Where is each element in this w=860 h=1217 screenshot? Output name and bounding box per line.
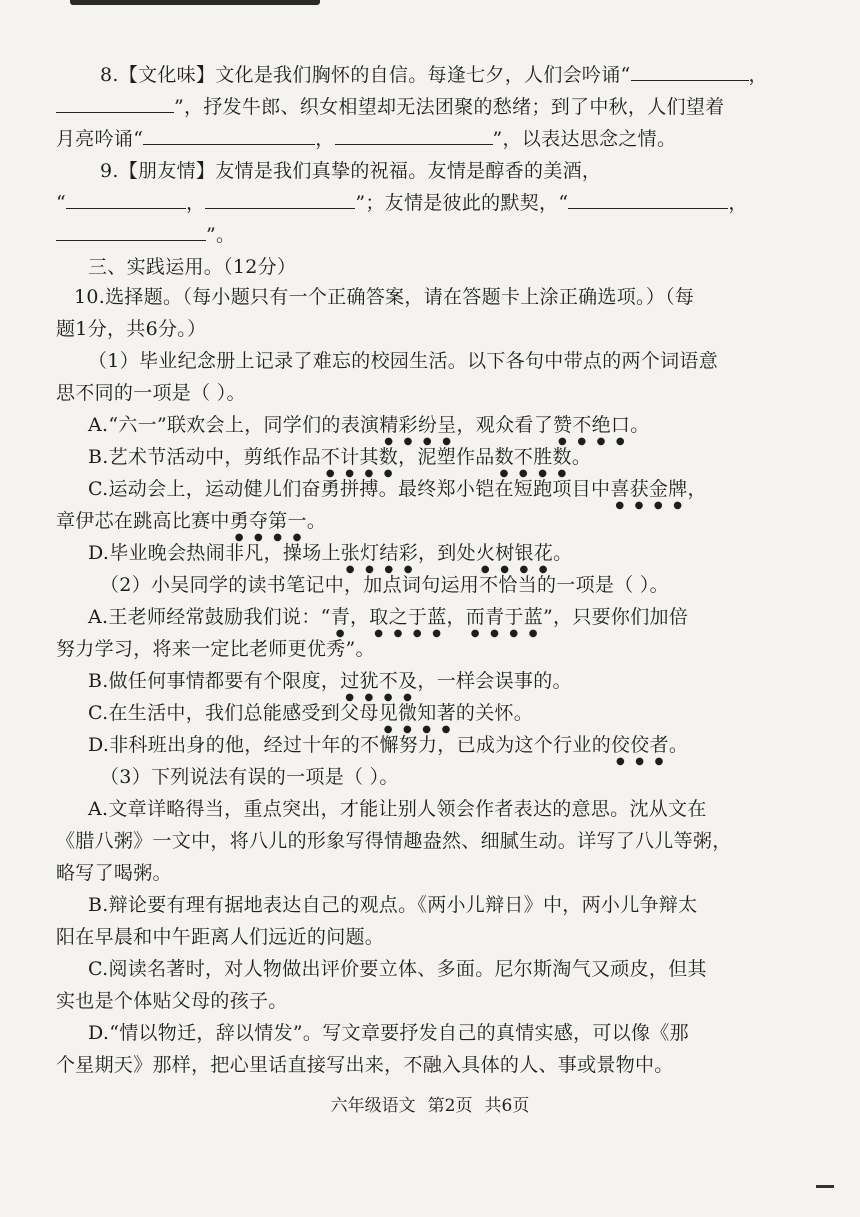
q8-text: 月亮吟诵“ [56,128,144,150]
sq1-option-b[interactable] [88,444,591,479]
answer-blank[interactable] [66,190,186,209]
dotted-phrase: 青，取之于蓝，而青于蓝 [330,606,543,628]
punct: ， [748,64,768,86]
dotted-word: 赞不绝口 [553,414,631,436]
q10-instruction: 10.选择题。（每小题只有一个正确答案，请在答题卡上涂正确选项。）（每 [74,286,695,308]
sq3-option-c[interactable]: C.阅读名著时，对人物做出评价要立体、多面。尼尔斯淘气又顽皮，但其 [88,958,707,980]
dotted-word: 精彩纷呈 [379,414,457,436]
sq1-option-c-cont [56,508,326,543]
sq3-stem: （3）下列说法有误的一项是（ ）。 [100,766,399,788]
option-text: ”，只要你们加倍 [543,606,689,628]
sq1-stem-cont: 思不同的一项是（ ）。 [56,382,246,404]
q8-text: ”，以表达思念之情。 [492,128,677,150]
q9-text: 9.【朋友情】友情是我们真挚的祝福。友情是醇香的美酒， [100,160,602,182]
sq2-stem: （2）小吴同学的读书笔记中，加点词句运用不恰当的一项是（ ）。 [100,574,669,596]
option-text: C.在生活中，我们总能感受到父母 [88,702,379,724]
option-text: ，到处 [418,542,476,564]
option-text: 。 [630,414,650,436]
option-text: C.运动会上，运动健儿们奋勇拼搏。最终郑小铠在短跑项目中 [88,478,611,500]
option-text: A.“六一”联欢会上，同学们的表演 [88,414,380,436]
dotted-word: 见微知著 [378,702,456,724]
option-text: D.非科班出身的他，经过十年的不懈努力，已成为这个行业的 [88,734,611,756]
option-text: ，一样会误事的。 [417,670,572,692]
q9-text: ”。 [206,224,236,246]
punct: ， [315,128,335,150]
sq3-option-a[interactable]: A.文章详略得当，重点突出，才能让别人领会作者表达的意思。沈从文在 [88,798,707,820]
dotted-word: 不计其数 [320,446,399,468]
option-text: A.王老师经常鼓励我们说：“ [88,606,331,628]
option-text: B.做任何事情都要有个限度， [88,670,341,692]
q8-line2 [56,94,724,120]
option-text: D.毕业晚会热闹非凡，操场上 [88,542,341,564]
q8-line3 [56,126,676,152]
option-text: B.艺术节活动中，剪纸作品 [88,446,321,468]
sq3-option-d[interactable]: D.“情以物迁，辞以情发”。写文章要抒发自己的真情实感，可以像《那 [88,1022,689,1044]
q8-text: ”，抒发牛郎、织女相望却无法团聚的愁绪；到了中秋，人们望着 [174,96,725,118]
section-heading: 三、实践运用。（12分） [88,256,297,278]
q8-text: 8.【文化味】文化是我们胸怀的自信。每逢七夕，人们会吟诵“ [100,64,631,86]
punct: ， [728,192,748,214]
punct: ， [186,192,206,214]
sq2-option-c[interactable] [88,700,533,735]
answer-blank[interactable] [631,62,749,81]
corner-mark [816,1185,834,1188]
answer-blank[interactable] [56,222,206,241]
sq2-option-a[interactable] [88,604,688,639]
sq1-stem: （1）毕业纪念册上记录了难忘的校园生活。以下各句中带点的两个词语意 [88,350,718,372]
dotted-word: 喜获金牌 [610,478,688,500]
q9-line1 [100,158,601,184]
option-text: 章伊芯在跳高比赛中 [56,510,230,532]
sq3-option-c-cont: 实也是个体贴父母的孩子。 [56,990,288,1012]
option-text: 。 [668,734,689,756]
dotted-word: 火树银花 [475,542,554,564]
q8-line1 [100,62,768,88]
top-edge-bar [70,0,320,5]
sq1-option-a[interactable] [88,412,650,447]
footer-page-total: 共6页 [484,1096,530,1116]
page-footer [0,1094,860,1118]
option-text: ，泥塑作品 [398,446,495,468]
option-text: 。 [553,542,573,564]
option-text: 。 [571,446,592,468]
sq3-option-a-cont2: 略写了喝粥。 [56,862,172,884]
sq2-option-b[interactable] [88,668,572,703]
footer-page-number: 第2页 [427,1096,473,1116]
dotted-word: 勇夺第一 [229,510,307,532]
q10-instruction-cont: 题1分，共6分。） [56,318,207,340]
footer-subject: 六年级语文 [330,1096,416,1116]
option-text: 。 [306,510,327,532]
dotted-word: 过犹不及 [340,670,418,692]
answer-blank[interactable] [335,126,493,145]
sq3-option-d-cont: 个星期天》那样，把心里话直接写出来，不融入具体的人、事或景物中。 [56,1054,674,1076]
punct: “ [56,192,67,214]
q9-text: ”；友情是彼此的默契，“ [355,192,569,214]
option-text: ， [687,478,707,500]
sq1-option-c[interactable] [88,476,707,511]
q9-line3 [56,222,235,248]
answer-blank[interactable] [56,94,174,113]
dotted-word: 张灯结彩 [340,542,418,564]
answer-blank[interactable] [143,126,315,145]
dotted-word: 佼佼者 [611,734,669,756]
sq3-option-b-cont: 阳在早晨和中午距离人们远近的问题。 [56,926,385,948]
sq2-option-d[interactable] [88,732,688,767]
q9-line2 [56,190,748,216]
sq2-option-a-cont: 努力学习，将来一定比老师更优秀”。 [56,638,375,660]
sq3-option-a-cont: 《腊八粥》一文中，将八儿的形象写得情趣盎然、细腻生动。详写了八儿等粥， [56,830,732,852]
sq3-option-b[interactable]: B.辩论要有理有据地表达自己的观点。《两小儿辩日》中，两小儿争辩太 [88,894,698,916]
dotted-word: 数不胜数 [494,446,572,468]
option-text: ，观众看了 [456,414,554,436]
answer-blank[interactable] [568,190,728,209]
answer-blank[interactable] [205,190,355,209]
option-text: 的关怀。 [455,702,534,724]
sq1-option-d[interactable] [88,540,572,575]
